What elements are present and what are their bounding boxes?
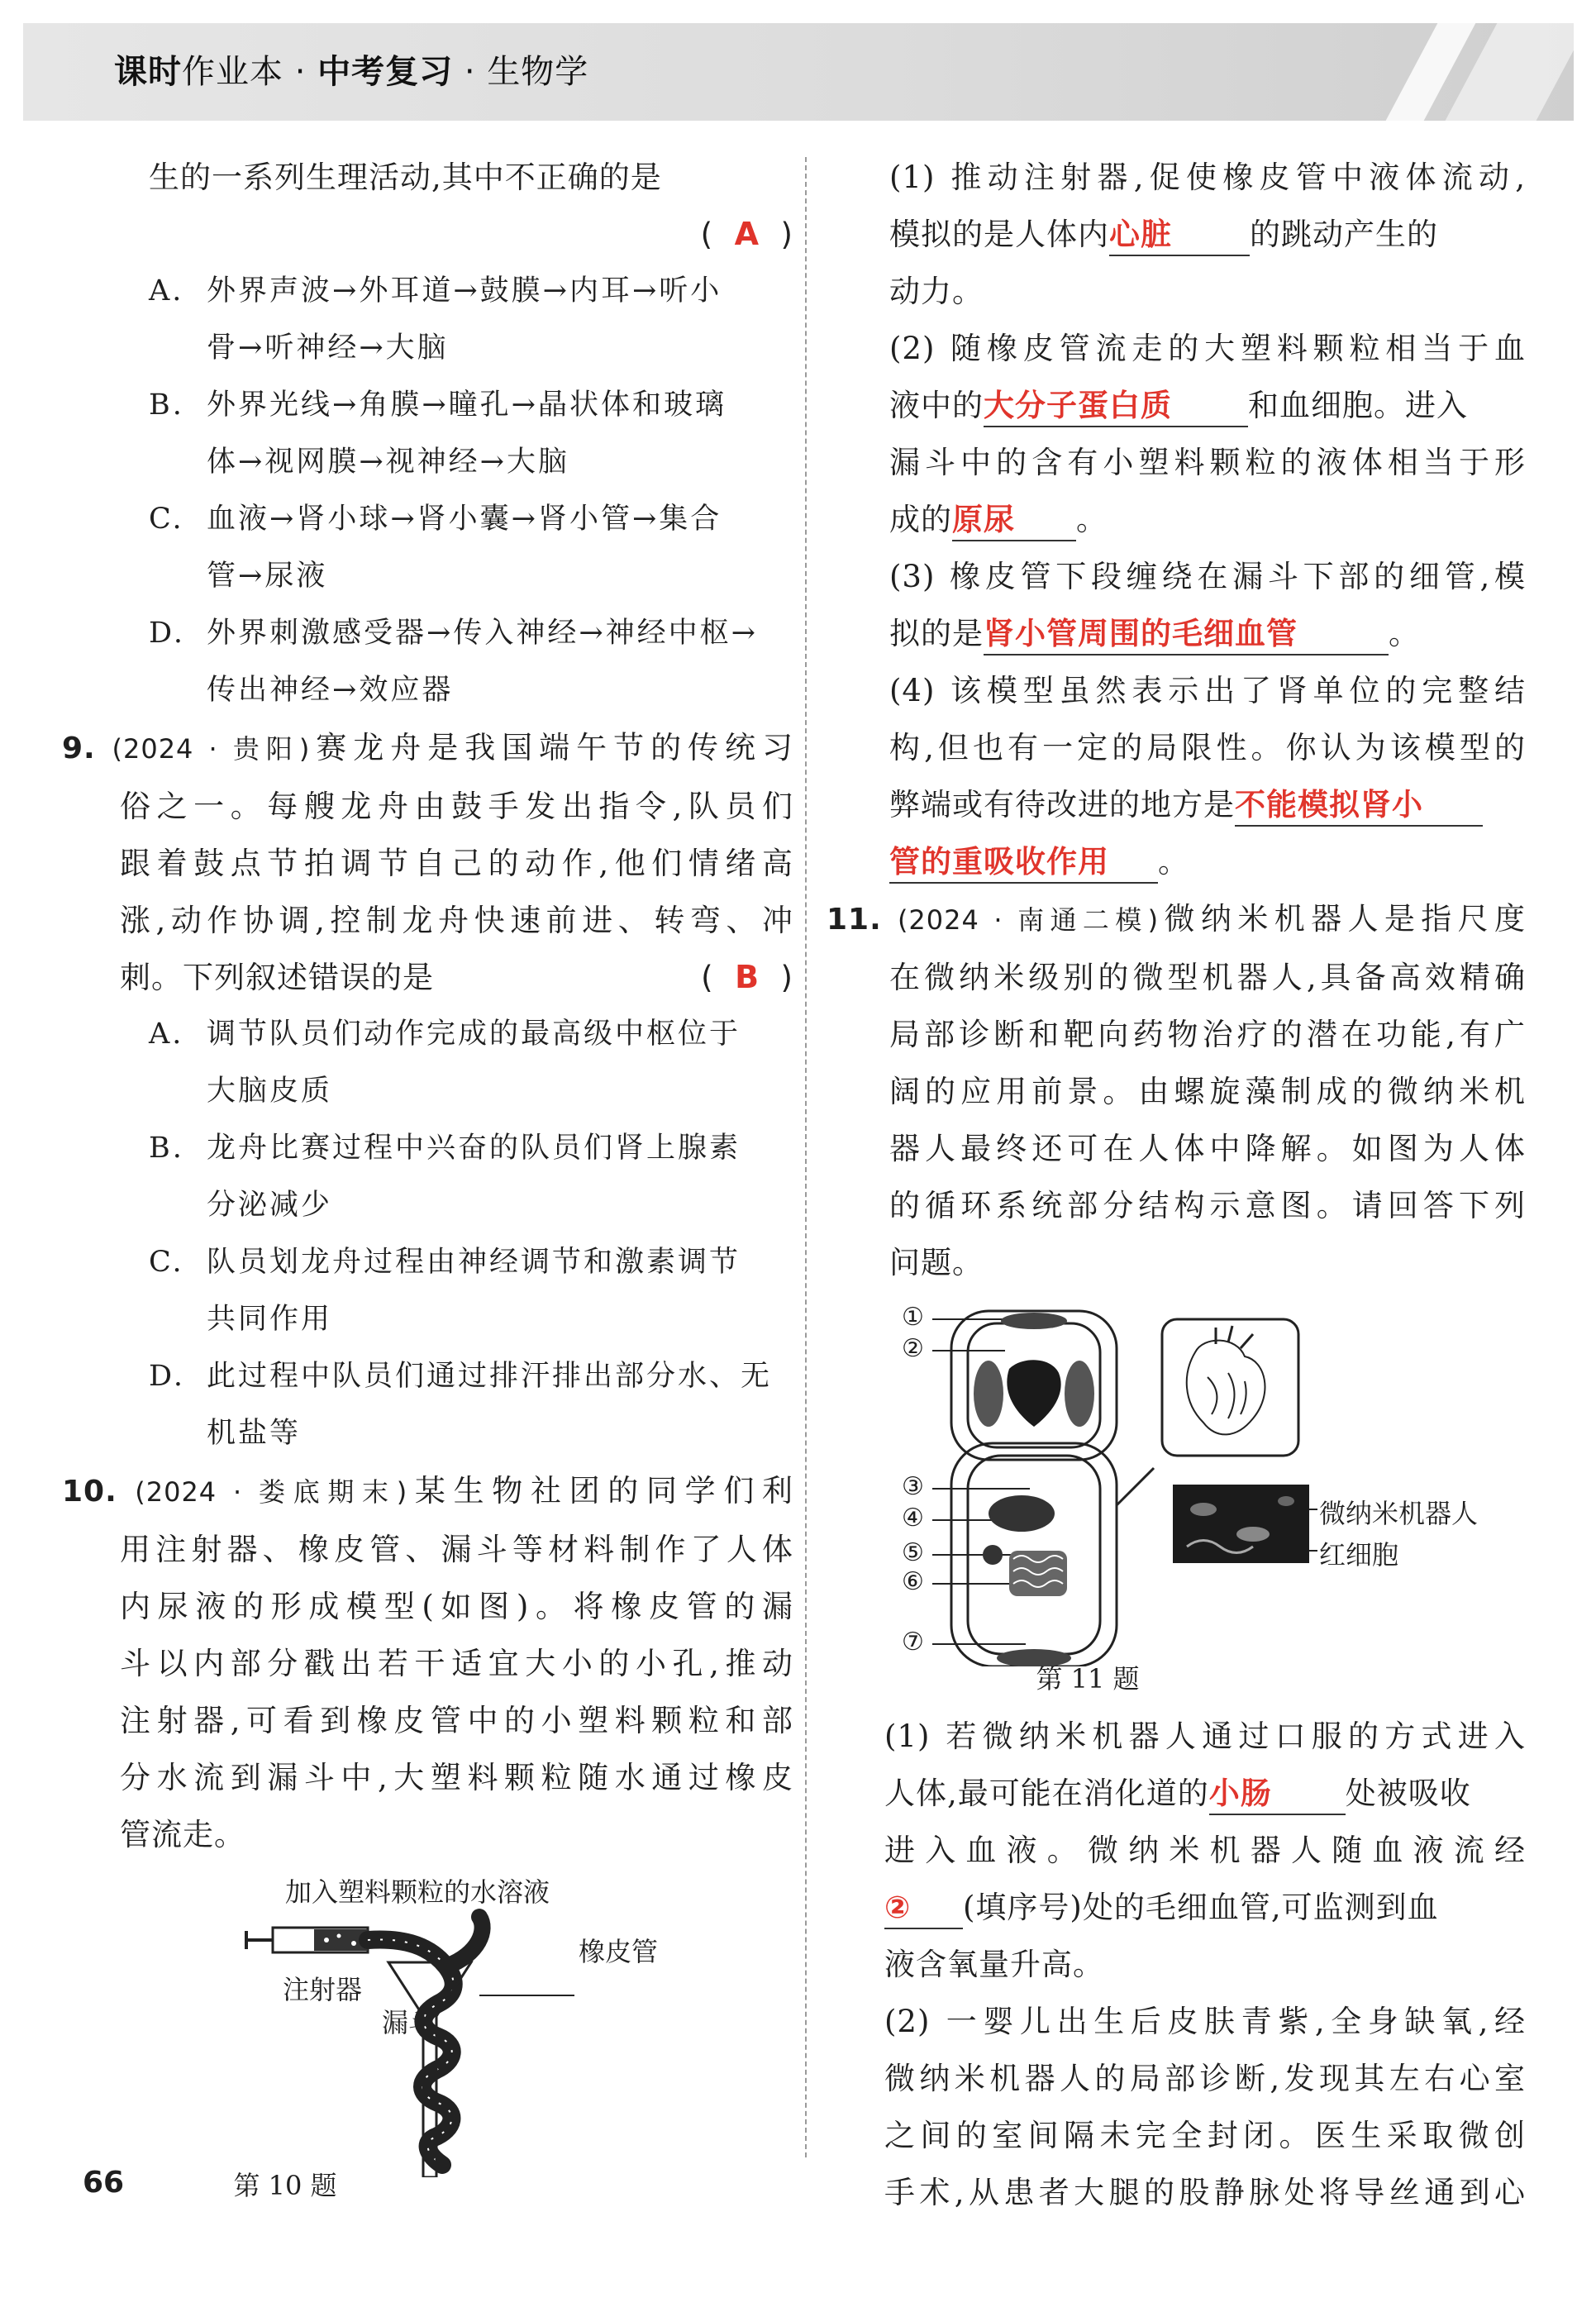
option-text: 此过程中队员们通过排汗排出部分水、无 bbox=[207, 1360, 773, 1393]
q10-sub1 bbox=[889, 149, 1526, 320]
option-text: 传出神经→效应器 bbox=[207, 674, 454, 707]
q11-text: 的循环系统部分结构示意图。请回答下列 bbox=[889, 1188, 1526, 1223]
label-solution: 加入塑料颗粒的水溶液 bbox=[285, 1876, 550, 1908]
sub-text: (填序号)处的毛细血管,可监测到血 bbox=[963, 1890, 1439, 1925]
answer-blank: 管的重吸收作用 bbox=[889, 842, 1158, 884]
question-number: 11. bbox=[827, 903, 882, 937]
marker-3: ③ bbox=[902, 1472, 924, 1501]
q10-text: 内尿液的形成模型(如图)。将橡皮管的漏 bbox=[120, 1589, 793, 1624]
right-column bbox=[827, 149, 1527, 2221]
question-9 bbox=[62, 719, 793, 1462]
header-part: 生物学 bbox=[487, 53, 589, 91]
label-funnel: 漏斗 bbox=[382, 2007, 436, 2038]
sub-text: 的跳动产生的 bbox=[1250, 217, 1438, 252]
answer-blank: 肾小管周围的毛细血管 bbox=[984, 614, 1389, 655]
marker-7: ⑦ bbox=[902, 1628, 924, 1657]
q10-text: 斗以内部分戳出若干适宜大小的小孔,推动 bbox=[120, 1646, 793, 1681]
sub-text: (2) 一婴儿出生后皮肤青紫,全身缺氧,经 bbox=[884, 2004, 1526, 2039]
q11-text: 在微纳米级别的微型机器人,具备高效精确 bbox=[889, 960, 1526, 995]
q9-answer: B bbox=[735, 959, 760, 995]
sub-text: (1) 若微纳米机器人通过口服的方式进入 bbox=[884, 1719, 1526, 1754]
header-part: 中考复习 bbox=[317, 53, 454, 91]
label-robot: 微纳米机器人 bbox=[1319, 1498, 1479, 1529]
q10-text: 注射器,可看到橡皮管中的小塑料颗粒和部 bbox=[120, 1703, 793, 1738]
sub-text: (2) 随橡皮管流走的大塑料颗粒相当于血 bbox=[889, 331, 1526, 366]
question-11 bbox=[827, 890, 1526, 1291]
option-text: 外界声波→外耳道→鼓膜→内耳→听小 bbox=[207, 274, 722, 307]
q11-text: 器人最终还可在人体中降解。如图为人体 bbox=[889, 1131, 1526, 1166]
q8-option-b bbox=[91, 377, 793, 491]
q10-text: 某生物社团的同学们利 bbox=[407, 1473, 794, 1509]
q8-answer-bracket: ( A ) bbox=[700, 216, 793, 252]
answer-blank: 原尿 bbox=[952, 500, 1076, 541]
column-divider bbox=[805, 157, 807, 2157]
q8-option-d bbox=[91, 605, 793, 719]
sub-text: 模拟的是人体内 bbox=[889, 217, 1109, 252]
sub-text: 。 bbox=[1158, 844, 1189, 880]
sub-text: 手术,从患者大腿的股静脉处将导丝通到心 bbox=[884, 2175, 1526, 2210]
marker-2: ② bbox=[902, 1334, 924, 1363]
label-rbc: 红细胞 bbox=[1319, 1539, 1399, 1571]
question-source: (2024 · 贵阳) bbox=[112, 733, 311, 765]
figure-caption: 第 10 题 bbox=[233, 2170, 337, 2201]
header-part: 作业本 bbox=[182, 53, 283, 91]
option-text: 外界光线→角膜→瞳孔→晶状体和玻璃 bbox=[207, 389, 727, 422]
sub-text: 构,但也有一定的局限性。你认为该模型的 bbox=[889, 730, 1526, 765]
page-number: 66 bbox=[83, 2166, 125, 2200]
option-label: B. bbox=[149, 1132, 184, 1165]
marker-4: ④ bbox=[902, 1504, 924, 1533]
sub-text: 。 bbox=[1389, 616, 1420, 651]
question-number: 10. bbox=[62, 1475, 117, 1509]
left-column bbox=[62, 149, 794, 2202]
option-text: 大脑皮质 bbox=[207, 1075, 333, 1108]
sub-text: (3) 橡皮管下段缠绕在漏斗下部的细管,模 bbox=[889, 559, 1526, 594]
answer-blank: 心脏 bbox=[1109, 215, 1250, 256]
q10-sub2 bbox=[889, 320, 1526, 548]
option-text: 外界刺激感受器→传入神经→神经中枢→ bbox=[207, 617, 758, 650]
option-text: 骨→听神经→大脑 bbox=[207, 331, 449, 365]
sub-text: 。 bbox=[1076, 502, 1108, 537]
question-source: (2024 · 娄底期末) bbox=[135, 1476, 408, 1508]
q9-answer-bracket: ( B ) bbox=[701, 959, 793, 995]
sub-text: 液中的 bbox=[889, 388, 984, 423]
label-syringe: 注射器 bbox=[283, 1974, 363, 2005]
option-label: A. bbox=[149, 274, 184, 307]
urine-model-diagram bbox=[91, 1904, 793, 2177]
sub-text: 人体,最可能在消化道的 bbox=[884, 1776, 1209, 1811]
option-text: 队员划龙舟过程由神经调节和激素调节 bbox=[207, 1246, 741, 1279]
option-text: 管→尿液 bbox=[207, 560, 328, 593]
sub-text: 之间的室间隔未完全封闭。医生采取微创 bbox=[884, 2118, 1526, 2153]
page-header bbox=[23, 23, 1574, 121]
q9-text: 俗之一。每艘龙舟由鼓手发出指令,队员们 bbox=[120, 789, 793, 824]
q11-text: 微纳米机器人是指尺度 bbox=[1159, 901, 1527, 937]
header-sep: · bbox=[283, 53, 318, 91]
q9-text: 刺。下列叙述错误的是 bbox=[120, 960, 434, 995]
q9-text: 涨,动作协调,控制龙舟快速前进、转弯、冲 bbox=[120, 903, 793, 938]
q11-text: 局部诊断和靶向药物治疗的潜在功能,有广 bbox=[889, 1017, 1526, 1052]
option-label: D. bbox=[149, 617, 185, 650]
marker-5: ⑤ bbox=[902, 1538, 924, 1567]
answer-blank: 不能模拟肾小 bbox=[1235, 785, 1483, 827]
marker-6: ⑥ bbox=[902, 1567, 924, 1596]
header-sep: · bbox=[453, 53, 488, 91]
sub-text: 弊端或有待改进的地方是 bbox=[889, 787, 1235, 822]
q9-text: 赛龙舟是我国端午节的传统习 bbox=[310, 730, 793, 765]
option-text: 血液→肾小球→肾小囊→肾小管→集合 bbox=[207, 503, 722, 536]
q8-option-a bbox=[91, 263, 793, 377]
sub-text: 处被吸收 bbox=[1345, 1776, 1471, 1811]
sub-text: 进入血液。微纳米机器人随血液流经 bbox=[884, 1833, 1526, 1868]
figure-11 bbox=[889, 1303, 1526, 1695]
q8-answer: A bbox=[734, 216, 760, 252]
option-text: 分泌减少 bbox=[207, 1189, 333, 1222]
sub-text: 液含氧量升高。 bbox=[884, 1947, 1104, 1982]
q9-last-line bbox=[62, 949, 793, 1006]
q11-sub2 bbox=[884, 1993, 1526, 2221]
sub-text: (4) 该模型虽然表示出了肾单位的完整结 bbox=[889, 673, 1526, 708]
circulation-diagram bbox=[889, 1303, 1526, 1666]
q9-line bbox=[62, 719, 793, 778]
q11-text: 阔的应用前景。由螺旋藻制成的微纳米机 bbox=[889, 1074, 1526, 1109]
figure-caption: 第 11 题 bbox=[1036, 1663, 1140, 1695]
marker-1: ① bbox=[902, 1303, 924, 1332]
q10-text: 用注射器、橡皮管、漏斗等材料制作了人体 bbox=[120, 1532, 793, 1567]
q10-text: 分水流到漏斗中,大塑料颗粒随水通过橡皮 bbox=[120, 1760, 793, 1795]
sub-text: 拟的是 bbox=[889, 616, 984, 651]
q9-text: 跟着鼓点节拍调节自己的动作,他们情绪高 bbox=[120, 846, 793, 881]
option-text: 机盐等 bbox=[207, 1417, 302, 1450]
option-label: C. bbox=[149, 1246, 184, 1279]
option-text: 体→视网膜→视神经→大脑 bbox=[207, 446, 569, 479]
option-text: 共同作用 bbox=[207, 1303, 333, 1336]
heart-inset bbox=[1162, 1319, 1298, 1456]
q11-text: 问题。 bbox=[889, 1245, 984, 1280]
option-text: 调节队员们动作完成的最高级中枢位于 bbox=[207, 1018, 741, 1051]
option-text: 龙舟比赛过程中兴奋的队员们肾上腺素 bbox=[207, 1132, 741, 1165]
header-part: 课时 bbox=[114, 53, 182, 91]
q10-line bbox=[62, 1462, 793, 1521]
q11-sub1 bbox=[884, 1708, 1526, 1993]
sub-text: 动力。 bbox=[889, 274, 984, 309]
q10-sub3 bbox=[889, 548, 1526, 662]
q8-stem: 生的一系列生理活动,其中不正确的是 bbox=[149, 160, 662, 195]
answer-blank: 大分子蛋白质 bbox=[984, 386, 1248, 427]
q10-sub4 bbox=[889, 662, 1526, 890]
question-8 bbox=[91, 149, 793, 719]
sub-text: 漏斗中的含有小塑料颗粒的液体相当于形 bbox=[889, 445, 1526, 480]
q10-text: 管流走。 bbox=[120, 1817, 245, 1852]
header-title bbox=[114, 46, 588, 98]
question-source: (2024 · 南通二模) bbox=[897, 904, 1160, 936]
option-label: D. bbox=[149, 1360, 185, 1393]
option-label: B. bbox=[149, 389, 184, 422]
question-number: 9. bbox=[62, 732, 96, 765]
sub-text: (1) 推动注射器,促使橡皮管中液体流动, bbox=[889, 160, 1526, 195]
option-label: A. bbox=[149, 1018, 184, 1051]
figure-10 bbox=[91, 1871, 793, 2202]
sub-text: 成的 bbox=[889, 502, 952, 537]
sub-text: 和血细胞。进入 bbox=[1248, 388, 1468, 423]
option-label: C. bbox=[149, 503, 184, 536]
answer-blank: ② bbox=[884, 1888, 963, 1929]
sub-text: 微纳米机器人的局部诊断,发现其左右心室 bbox=[884, 2061, 1526, 2096]
rubber-tube bbox=[368, 1939, 454, 2165]
label-tube: 橡皮管 bbox=[579, 1936, 659, 1967]
question-10 bbox=[62, 1462, 793, 1863]
answer-blank: 小肠 bbox=[1209, 1774, 1346, 1815]
q8-option-c bbox=[91, 491, 793, 605]
